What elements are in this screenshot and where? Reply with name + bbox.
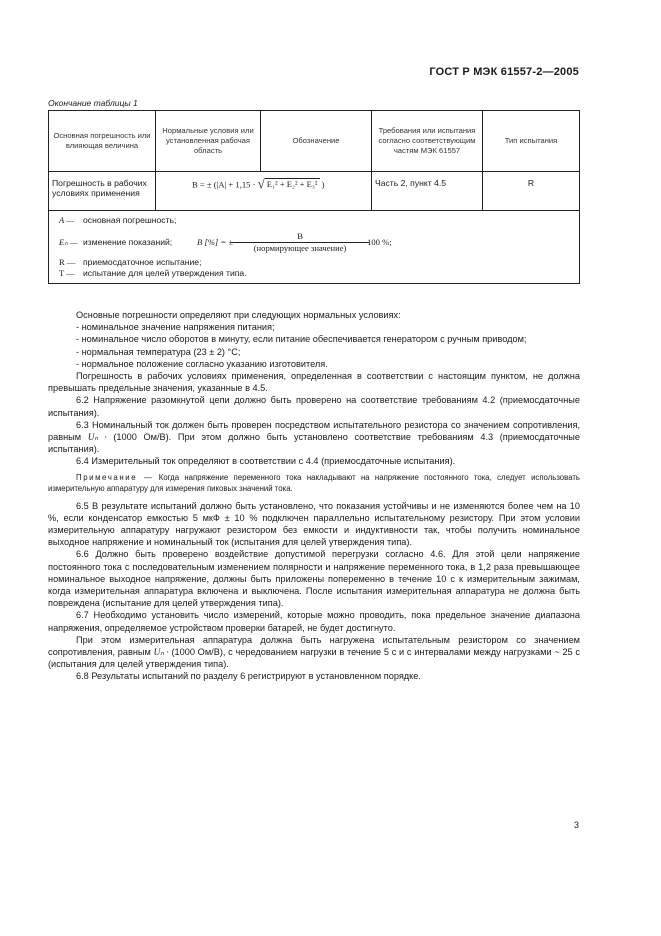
list-item: - номинальное значение напряжения питания; <box>76 322 275 333</box>
legend-text: испытание для целей утверждения типа. <box>83 268 247 278</box>
paragraph-6-5: 6.5 В результате испытаний должно быть установлено, что показания устойчивы и не изменяются более чем на 10 %, если конденсатор емкостью 5 мкФ ± 10 % подключен параллельно испытательному резистору. При этом условии измерительную аппаратуру нагружают резистором без емкости и индуктивности так, чтобы получить номинальное выходное напряжение и номинальный ток (испытания для целей утверждения типа). <box>48 500 580 548</box>
formula-right: ) <box>321 179 325 190</box>
paragraph-6-4: 6.4 Измерительный ток определяют в соответствии с 4.4 (приемосдаточные испытания). <box>76 456 456 467</box>
paragraph-6-2: 6.2 Напряжение разомкнутой цепи должно быть проверено на соответствие требованиям 4.2 (приемосдаточные испытания). <box>48 395 580 418</box>
legend-item-a <box>59 215 571 226</box>
paragraph-text: (1000 Ом/В), с чередованием нагрузки в течение 5 с и с интервалами между нагрузками ~ 25 с (испытания для целей утверждения типа). <box>48 647 580 670</box>
list-item: - нормальная температура (23 ± 2) °С; <box>76 346 241 357</box>
table-cell-requirement: Часть 2, пункт 4.5 <box>372 172 483 211</box>
fraction-denominator: (нормирующее значение) <box>253 243 347 253</box>
table-cell-quantity: Погрешность в рабочих условиях применения <box>49 172 156 211</box>
formula-sqrt <box>257 175 320 191</box>
legend-item-r <box>59 257 571 268</box>
legend-symbol: A — <box>59 215 74 225</box>
paragraph-6-8: 6.8 Результаты испытаний по разделу 6 регистрируют в установленном порядке. <box>76 671 421 682</box>
legend-item-t <box>59 268 571 279</box>
sqrt-sign-icon: √ <box>257 175 265 191</box>
paragraph-6-7: 6.7 Необходимо установить число измерений, которые можно проводить, пока предельное значение диапазона напряжения, определяемое устройством проверки батарей, не будет достигнуто. <box>48 610 580 633</box>
paragraph <box>48 634 580 671</box>
requirements-table <box>48 110 580 284</box>
table-header-quantity: Основная погрешность или влияющая величина <box>49 111 156 172</box>
list-item: - нормальное положение согласно указанию изготовителя. <box>76 358 328 369</box>
table-legend <box>49 211 580 284</box>
paragraph-text: (1000 Ом/В). При этом должно быть установлено соответствие требованиям 4.3 (приемосдаточные испытания). <box>48 432 581 455</box>
legend-symbol: R — <box>59 257 76 267</box>
note-text: Когда напряжение переменного тока накладывают на напряжение постоянного тока, следует использовать измерительную аппаратуру для измерения пиковых значений тока. <box>48 472 580 493</box>
formula-b-lhs: B [%] = ± <box>197 237 234 247</box>
note <box>48 472 580 494</box>
list-item: - номинальное число оборотов в минуту, если питание обеспечивается генератором с ручным приводом; <box>76 334 527 345</box>
paragraph-text: При этом измерительная аппаратура должна быть нагружена испытательным резистором со значением сопротивления, равным <box>48 634 580 658</box>
paragraph-6-6: 6.6 Должно быть проверено воздействие допустимой перегрузки согласно 4.6. Для этой цели напряжение постоянного тока с последовательным изменением полярности и напряжение переменного тока, в 1,2 раза превышающее номинальное выходное напряжение, должны быть приложены попеременно в течение 10 с к измерительным зажимам, когда измерительная аппаратура включена и выключена. После испытания измерительная аппаратура не должна быть повреждена (испытание для целей утверждения типа). <box>48 549 580 609</box>
formula-b-fraction <box>237 231 363 254</box>
paragraph-6-3 <box>48 419 580 456</box>
fraction-numerator: B <box>231 231 369 243</box>
legend-symbol: Eₙ — <box>59 237 78 247</box>
table-row <box>49 172 580 211</box>
formula-left: B = ± (|A| + 1,15 · <box>192 179 256 190</box>
symbol-un: Uₙ · <box>153 647 169 658</box>
legend-text: приемосдаточное испытание; <box>83 257 202 267</box>
table-header-test-type: Тип испытания <box>483 111 580 172</box>
page-number: 3 <box>573 820 579 830</box>
paragraph: Основные погрешности определяют при следующих нормальных условиях: <box>76 310 401 320</box>
formula-b-rhs: 100 %; <box>367 237 392 247</box>
table-cell-test-type: R <box>483 172 580 211</box>
table-header-row <box>49 111 580 172</box>
table-header-conditions: Нормальные условия или установленная рабочая область <box>156 111 261 172</box>
legend-text: изменение показаний; <box>83 237 173 247</box>
table-caption: Окончание таблицы 1 <box>48 98 138 108</box>
note-label: Примечание — <box>76 472 154 482</box>
legend-symbol: T — <box>59 268 75 278</box>
legend-item-en <box>59 231 571 254</box>
body-text <box>48 309 580 683</box>
formula-sqrt-expr: E₁² + E₂² + E₃² <box>266 179 318 189</box>
paragraph-text: 6.3 Номинальный ток должен быть проверен посредством испытательного резистора со значением сопротивления, равным <box>48 419 580 443</box>
table-header-requirements: Требования или испытания согласно соответствующим частям МЭК 61557 <box>372 111 483 172</box>
document-code: ГОСТ Р МЭК 61557-2—2005 <box>429 66 579 78</box>
table-legend-row <box>49 211 580 284</box>
table-cell-formula <box>156 172 372 211</box>
legend-text: основная погрешность; <box>83 215 177 225</box>
symbol-un: Uₙ · <box>87 432 107 443</box>
paragraph: Погрешность в рабочих условиях применения, определенная в соответствии с настоящим пунктом, не должна превышать предельные значения, указанные в 4.5. <box>48 371 580 394</box>
table-header-designation: Обозначение <box>261 111 372 172</box>
